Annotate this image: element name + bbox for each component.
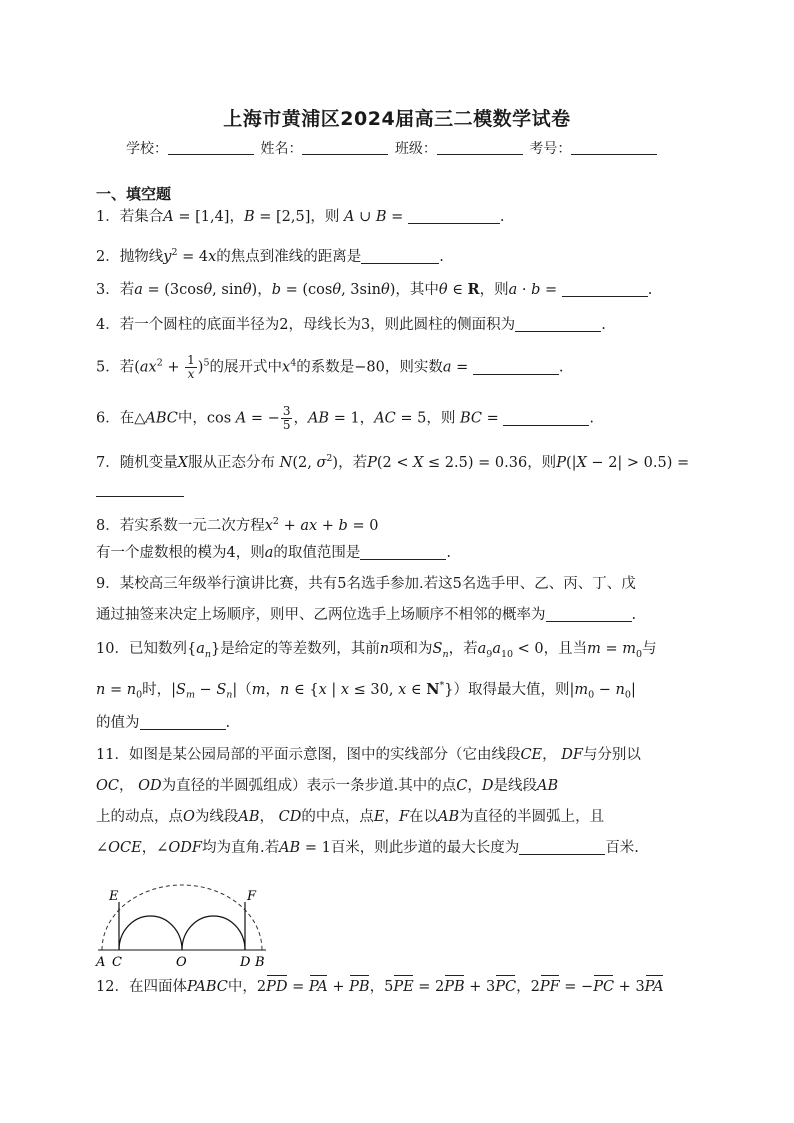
class-blank[interactable] xyxy=(437,140,523,155)
question-text: 为直径的半圆弧上，且 xyxy=(459,809,605,825)
question-text: 随机变量 xyxy=(119,454,178,471)
question-text: 在 xyxy=(119,410,135,427)
question-text: ，则 xyxy=(527,454,557,471)
school-label: 学校： xyxy=(126,141,168,157)
question-text: 的焦点到准线的距离是 xyxy=(216,248,362,265)
question-text: 时， xyxy=(142,681,172,698)
question-text: 百米，则此步道的最大长度为 xyxy=(330,840,520,856)
question-number: 4． xyxy=(96,317,120,333)
question-text: 中， xyxy=(227,979,257,995)
question-number: 9． xyxy=(96,576,120,592)
question-number: 11． xyxy=(96,747,129,763)
question-text: 已知数列 xyxy=(128,641,187,657)
question-text: 的展开式中 xyxy=(209,359,283,376)
question-text: 若一个圆柱的底面半径为2，母线长为3，则此圆柱的侧面积为 xyxy=(119,317,516,333)
answer-blank[interactable] xyxy=(360,545,446,560)
question-8-line-2: 有一个虚数根的模为4，则a的取值范围是 . xyxy=(96,545,451,561)
answer-blank[interactable] xyxy=(503,411,589,426)
label-b: B xyxy=(255,955,265,970)
label-o: O xyxy=(176,955,187,970)
question-text: 若集合 xyxy=(119,209,164,225)
label-f: F xyxy=(247,889,257,904)
fraction: $\frac{3}{5}$ xyxy=(282,404,291,432)
question-1: 1．若集合A = [1,4]，B = [2,5]，则 A ∪ B = . xyxy=(96,209,505,225)
answer-blank[interactable] xyxy=(546,607,632,622)
question-8: 8．若实系数一元二次方程$x^2$ + ax + b = 0 xyxy=(96,516,379,534)
question-number: 1． xyxy=(96,209,120,225)
question-text: 为线段 xyxy=(194,809,239,825)
fraction: $\frac{1}{x}$ xyxy=(187,353,195,381)
question-text: 均为直角.若 xyxy=(201,840,280,856)
label-d: D xyxy=(240,955,251,970)
question-text: 服从正态分布 xyxy=(188,454,276,471)
question-text: ，则实数 xyxy=(384,359,443,376)
answer-blank[interactable] xyxy=(408,209,500,224)
student-info-row xyxy=(126,138,686,158)
answer-blank[interactable] xyxy=(361,249,439,264)
name-label: 姓名： xyxy=(260,141,303,157)
name-blank[interactable] xyxy=(302,140,388,155)
school-blank[interactable] xyxy=(168,140,254,155)
semicircle-od xyxy=(182,916,245,950)
label-c: C xyxy=(112,955,122,970)
question-text: 与 xyxy=(642,641,657,657)
question-12: 12．在四面体PABC中，2PD = PA + PB，5PE = 2PB + 3PC，2PF = −PC + 3PA xyxy=(96,979,664,995)
question-text: 抛物线 xyxy=(119,248,164,265)
exam-number-blank[interactable] xyxy=(571,140,657,155)
exam-number-label: 考号： xyxy=(529,141,572,157)
semicircle-oc xyxy=(119,916,182,950)
question-number: 10． xyxy=(96,641,129,657)
question-text: 的取值范围是 xyxy=(273,545,361,561)
question-text: （ xyxy=(237,681,252,698)
question-text: 与分别以 xyxy=(582,747,641,763)
question-text: ，则 xyxy=(479,282,509,298)
answer-blank[interactable] xyxy=(562,282,648,297)
coefficient: −80 xyxy=(354,359,385,376)
question-text: 若 xyxy=(119,359,135,376)
question-text: ，其中 xyxy=(395,282,439,298)
question-text: ，若 xyxy=(338,454,368,471)
question-text: 某校高三年级举行演讲比赛，共有5名选手参加.若这5名选手甲、乙、丙、丁、戊 xyxy=(119,576,636,592)
question-7: 7．随机变量X服从正态分布 N(2, $\sigma^2$)，若P(2 < X ≤ 2.5) = 0.36，则P(|X − 2| > 0.5) = xyxy=(96,453,690,471)
question-11: 11．如图是某公园局部的平面示意图，图中的实线部分（它由线段CE， DF与分别以 xyxy=(96,747,641,763)
question-text: 中， xyxy=(177,410,207,427)
question-number: 6． xyxy=(96,410,120,427)
question-text: 项和为 xyxy=(389,641,433,657)
question-6: 6．在△ABC中，cos A = − $\frac{3}{5}$ ，AB = 1，AC = 5，则 BC = . xyxy=(96,404,594,432)
question-7-blank-line xyxy=(96,481,184,499)
answer-blank[interactable] xyxy=(519,840,605,855)
question-text: 的系数是 xyxy=(296,359,355,376)
question-text: ）取得最大值，则 xyxy=(453,681,570,698)
question-10-line-2: $n = n_0$时，$|S_m - S_n|(m$，n ∈ {x | x ≤ 30, x ∈ N*}）取得最大值，则$|m_0 - n_0|$ xyxy=(96,680,636,701)
answer-blank[interactable] xyxy=(473,360,559,375)
label-e: E xyxy=(109,889,119,904)
question-2: 2．抛物线$y^2 = 4x$的焦点到准线的距离是 . xyxy=(96,247,444,265)
question-number: 7． xyxy=(96,454,120,471)
question-text: 在以 xyxy=(409,809,439,825)
answer-blank[interactable] xyxy=(515,317,601,332)
question-10-line-3: 的值为 . xyxy=(96,715,231,731)
question-9 xyxy=(96,575,636,593)
question-number: 5． xyxy=(96,359,120,376)
answer-blank[interactable] xyxy=(96,482,184,497)
label-a: A xyxy=(96,955,106,970)
large-semicircle-dashed xyxy=(102,885,262,950)
question-text: ，且当 xyxy=(543,641,588,657)
question-text: ，若 xyxy=(448,641,478,657)
question-number: 8． xyxy=(96,517,120,534)
question-11-line-2: OC， OD为直径的半圆弧组成）表示一条步道.其中的点C，D是线段AB xyxy=(96,778,559,794)
question-text: 有一个虚数根的模为4，则 xyxy=(96,545,265,561)
question-11-line-4: ∠OCE，∠ODF均为直角.若AB = 1百米，则此步道的最大长度为 百米. xyxy=(96,840,639,856)
question-text: 百米. xyxy=(605,840,639,856)
question-text: 是给定的等差数列，其前 xyxy=(220,641,380,657)
class-label: 班级： xyxy=(394,141,437,157)
question-9-line-2: 通过抽签来决定上场顺序，则甲、乙两位选手上场顺序不相邻的概率为 . xyxy=(96,607,637,623)
park-path-diagram xyxy=(92,880,272,970)
question-text: 若实系数一元二次方程 xyxy=(119,517,265,534)
exam-title: 上海市黄浦区2024届高三二模数学试卷 xyxy=(223,108,571,130)
question-number: 12． xyxy=(96,979,129,995)
question-5: 5．若($ax^2$ + $\frac{1}{x}$ )$^5$的展开式中$x^4$的系数是−80，则实数a = . xyxy=(96,353,564,381)
question-11-line-3: 上的动点，点O为线段AB， CD的中点，点E，F在以AB为直径的半圆弧上，且 xyxy=(96,809,605,825)
question-text: 的中点，点 xyxy=(301,809,374,825)
question-number: 2． xyxy=(96,248,120,265)
question-text: 若 xyxy=(119,282,135,298)
question-text: 的值为 xyxy=(96,715,140,731)
question-number: 3． xyxy=(96,282,120,298)
question-text: 如图是某公园局部的平面示意图，图中的实线部分（它由线段 xyxy=(128,747,521,763)
question-10: 10．已知数列$\{a_n\}$是给定的等差数列，其前n项和为$S_n$，若$a_9a_{10} < 0$，且当$m = m_0$与 xyxy=(96,641,657,660)
question-4: 4．若一个圆柱的底面半径为2，母线长为3，则此圆柱的侧面积为 . xyxy=(96,317,606,333)
answer-blank[interactable] xyxy=(140,715,226,730)
section-title: 一、填空题 xyxy=(96,185,172,203)
question-text: 为直径的半圆弧组成）表示一条步道.其中的点 xyxy=(161,778,457,794)
question-text: 通过抽签来决定上场顺序，则甲、乙两位选手上场顺序不相邻的概率为 xyxy=(96,607,546,623)
question-3: 3．若a = (3cosθ, sinθ)，b = (cosθ, 3sinθ)，其中θ ∈ R，则a · b = . xyxy=(96,281,653,298)
question-text: 在四面体 xyxy=(128,979,187,995)
question-text: 是线段 xyxy=(493,778,537,794)
question-text: 上的动点，点 xyxy=(96,809,183,825)
